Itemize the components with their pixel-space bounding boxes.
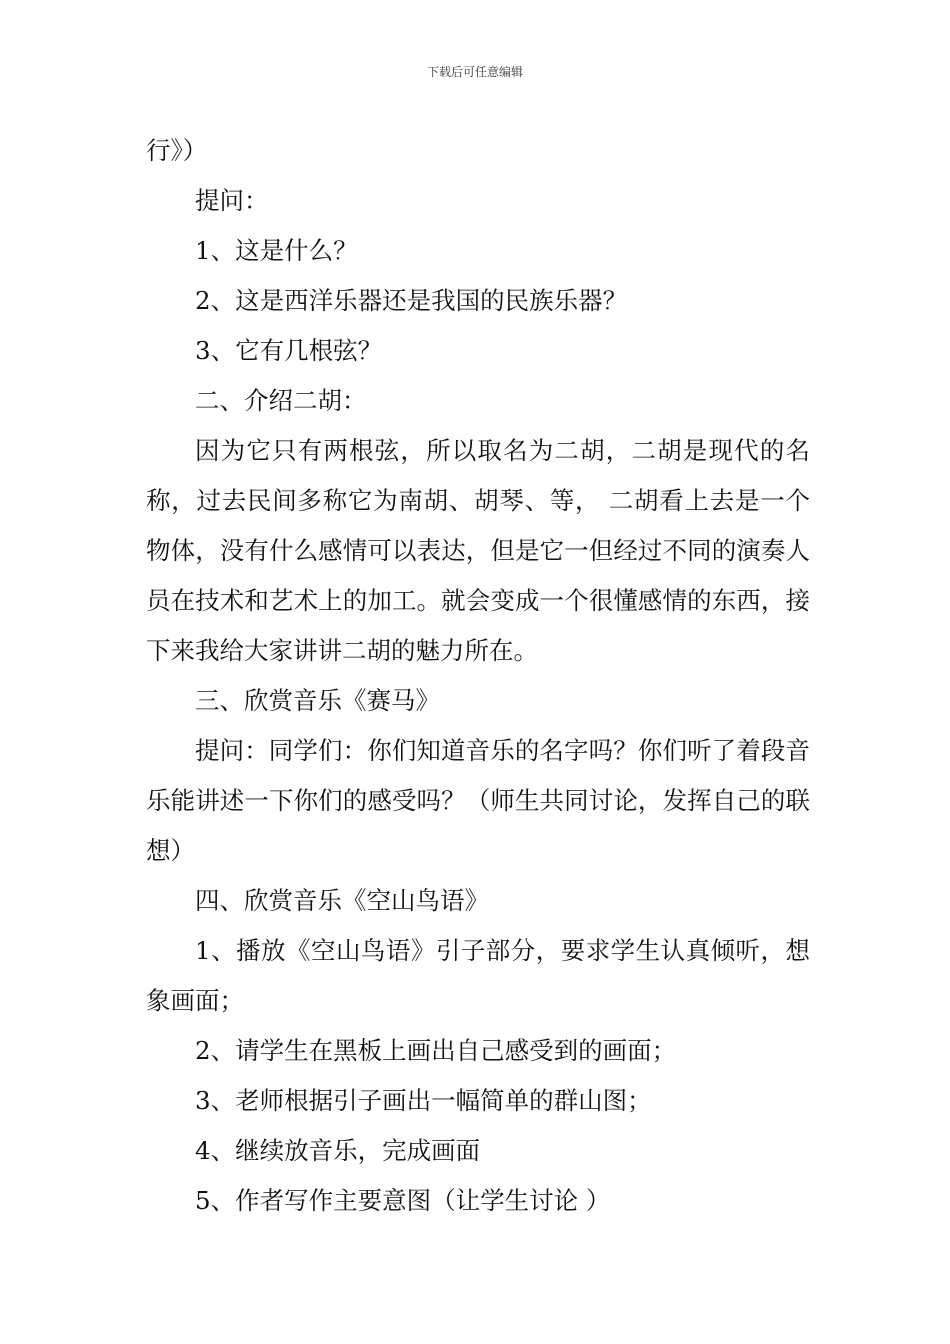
paragraph-question-2: 2、这是西洋乐器还是我国的民族乐器？ [195, 286, 628, 315]
paragraph-step-4: 4、继续放音乐，完成画面 [195, 1136, 481, 1165]
paragraph-continuation: 行》） [146, 136, 208, 165]
section-heading-2: 二、介绍二胡： [195, 386, 367, 415]
paragraph-question-1: 1、这是什么？ [195, 236, 358, 265]
page-header: 下载后可任意编辑 [426, 65, 523, 79]
document-body [146, 126, 810, 1226]
paragraph-step-3: 3、老师根据引子画出一幅简单的群山图； [195, 1086, 652, 1115]
section-heading-3: 三、欣赏音乐《赛马》 [195, 686, 440, 715]
section-heading-4: 四、欣赏音乐《空山鸟语》 [195, 886, 489, 915]
paragraph-step-1: 1、播放《空山鸟语》引子部分，要求学生认真倾听，想象画面； [146, 936, 810, 1015]
paragraph-step-2: 2、请学生在黑板上画出自己感受到的画面； [195, 1036, 677, 1065]
paragraph-saima-question: 提问：同学们：你们知道音乐的名字吗？你们听了着段音乐能讲述一下你们的感受吗？（师生共同讨论，发挥自己的联想） [146, 736, 810, 865]
paragraph-question-3: 3、它有几根弦？ [195, 336, 383, 365]
paragraph-erhu-intro: 因为它只有两根弦，所以取名为二胡，二胡是现代的名称，过去民间多称它为南胡、胡琴、等， 二胡看上去是一个物体，没有什么感情可以表达，但是它一但经过不同的演奏人员在技术和艺术上的加工。就会变成一个很懂感情的东西，接下来我给大家讲讲二胡的魅力所在。 [146, 436, 810, 665]
paragraph-question-heading: 提问： [195, 186, 269, 215]
paragraph-step-5: 5、作者写作主要意图（让学生讨论 ） [195, 1186, 611, 1215]
